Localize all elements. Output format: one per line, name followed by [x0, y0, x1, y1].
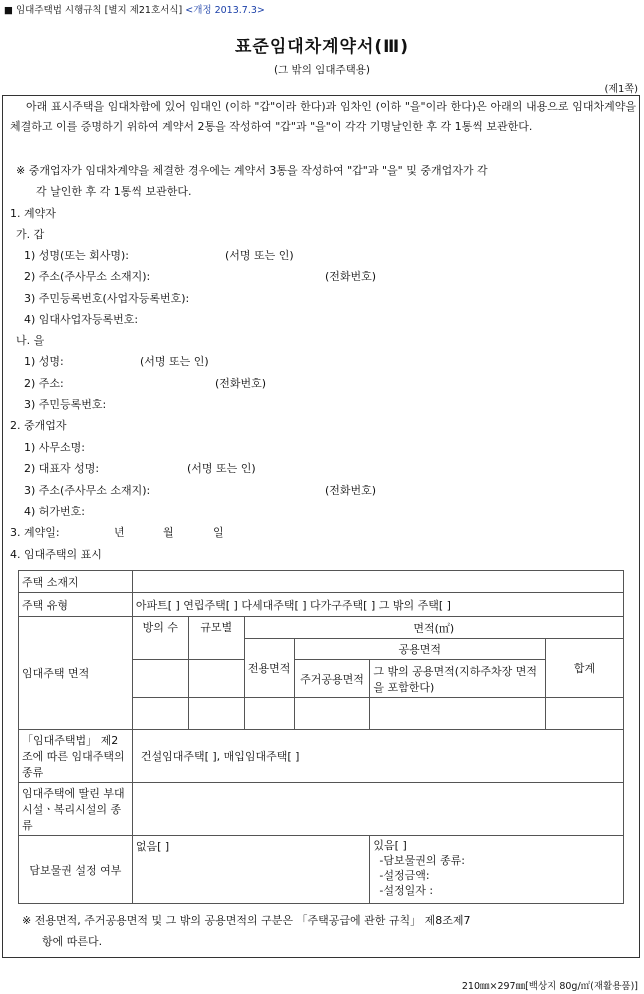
- total-header: 합계: [546, 639, 624, 698]
- section-broker: 2. 중개업자: [10, 419, 67, 432]
- scale-header: 규모별: [188, 617, 244, 660]
- scale-value[interactable]: [188, 660, 244, 698]
- other-common-value[interactable]: [370, 698, 546, 730]
- housing-type-label: 주택 유형: [19, 593, 133, 617]
- collateral-label: 담보물권 설정 여부: [19, 836, 133, 904]
- broker-signature: (서명 또는 인): [187, 462, 256, 475]
- paper-spec: 210㎜×297㎜[백상지 80g/㎡(재활용품)]: [461, 981, 638, 992]
- law-type-options[interactable]: 건설임대주택[ ], 매입임대주택[ ]: [132, 730, 623, 783]
- contract-year: 년: [114, 526, 125, 539]
- rooms-header: 방의 수: [132, 617, 188, 660]
- intro-paragraph: 아래 표시주택을 임대차함에 있어 임대인 (이하 "갑"이라 한다)과 임차인 (이하 "을"이라 한다)은 아래의 내용으로 임대차계약을 체결하고 이를 증명하기 위하여 계약서 2통을 작성하여 "갑"과 "을"이 각각 기명날인한 후 각 1통씩 보관한다.: [10, 100, 636, 133]
- broker-phone: (전화번호): [325, 484, 377, 497]
- contract-month: 월: [163, 526, 174, 539]
- form-reference: ■ 임대주택법 시행규칙 [별지 제21호서식]: [4, 5, 183, 16]
- scale-value-2[interactable]: [188, 698, 244, 730]
- party-ga: 가. 갑: [16, 228, 45, 241]
- broker-license-field[interactable]: 4) 허가번호:: [24, 505, 85, 518]
- eul-address-field[interactable]: 2) 주소:: [24, 377, 64, 390]
- eul-registration-field[interactable]: 3) 주민등록번호:: [24, 398, 107, 411]
- broker-address-field[interactable]: 3) 주소(주사무소 소재지):: [24, 484, 151, 497]
- section-housing-display: 4. 임대주택의 표시: [10, 548, 102, 561]
- eul-signature: (서명 또는 인): [140, 355, 209, 368]
- rooms-value-2[interactable]: [132, 698, 188, 730]
- ga-registration-field[interactable]: 3) 주민등록번호(사업자등록번호):: [24, 292, 190, 305]
- total-value[interactable]: [546, 698, 624, 730]
- note-broker-2: 각 날인한 후 각 1통씩 보관한다.: [36, 185, 192, 198]
- exclusive-area-value[interactable]: [244, 698, 294, 730]
- eul-name-field[interactable]: 1) 성명:: [24, 355, 64, 368]
- ga-signature: (서명 또는 인): [225, 249, 294, 262]
- area-m2-header: 면적(㎡): [244, 617, 623, 639]
- location-label: 주택 소재지: [19, 571, 133, 593]
- document-title: 표준임대차계약서(Ⅲ): [235, 37, 409, 57]
- section-contractors: 1. 계약자: [10, 207, 56, 220]
- facilities-label: 임대주택에 딸린 부대시설ㆍ복리시설의 종류: [19, 783, 133, 836]
- housing-table: [18, 570, 624, 904]
- ga-phone: (전화번호): [325, 270, 377, 283]
- collateral-date[interactable]: -설정일자 :: [379, 884, 434, 897]
- contract-day: 일: [213, 526, 224, 539]
- eul-phone: (전화번호): [215, 377, 267, 390]
- note-broker-1: ※ 중개업자가 임대차계약을 체결한 경우에는 계약서 3통을 작성하여 "갑"과 "을" 및 중개업자가 각: [16, 164, 488, 177]
- collateral-amount[interactable]: -설정금액:: [379, 869, 430, 882]
- collateral-exists-cell: [370, 836, 624, 904]
- residential-common-value[interactable]: [294, 698, 370, 730]
- collateral-exists[interactable]: 있음[ ]: [373, 839, 407, 852]
- housing-type-options[interactable]: 아파트[ ] 연립주택[ ] 다세대주택[ ] 다가구주택[ ] 그 밖의 주택[ ]: [132, 593, 623, 617]
- area-label: 임대주택 면적: [19, 617, 133, 730]
- collateral-none[interactable]: 없음[ ]: [132, 836, 370, 904]
- facilities-value[interactable]: [132, 783, 623, 836]
- revision-date: <개정 2013.7.3>: [185, 5, 265, 16]
- common-area-header: 공용면적: [294, 639, 546, 660]
- ga-address-field[interactable]: 2) 주소(주사무소 소재지):: [24, 270, 151, 283]
- broker-representative-field[interactable]: 2) 대표자 성명:: [24, 462, 100, 475]
- collateral-type[interactable]: -담보물권의 종류:: [379, 854, 465, 867]
- exclusive-area-header: 전용면적: [244, 639, 294, 698]
- broker-office-field[interactable]: 1) 사무소명:: [24, 441, 85, 454]
- residential-common-header: 주거공용면적: [294, 660, 370, 698]
- document-subtitle: (그 밖의 임대주택용): [273, 64, 370, 76]
- page-label: (제1쪽): [604, 84, 638, 95]
- note-area-1: ※ 전용면적, 주거공용면적 및 그 밖의 공용면적의 구분은 「주택공급에 관한 규칙」 제8조제7: [22, 914, 471, 927]
- rooms-value[interactable]: [132, 660, 188, 698]
- party-eul: 나. 을: [16, 334, 45, 347]
- other-common-header: 그 밖의 공용면적(지하주차장 면적을 포함한다): [370, 660, 546, 698]
- section-contract-date: 3. 계약일:: [10, 526, 60, 539]
- location-value[interactable]: [132, 571, 623, 593]
- law-type-label: 「임대주택법」 제2조에 따른 임대주택의 종류: [19, 730, 133, 783]
- note-area-2: 항에 따른다.: [42, 935, 103, 948]
- ga-name-field[interactable]: 1) 성명(또는 회사명):: [24, 249, 129, 262]
- ga-lessor-registration-field[interactable]: 4) 임대사업자등록번호:: [24, 313, 139, 326]
- form-header: [4, 2, 265, 16]
